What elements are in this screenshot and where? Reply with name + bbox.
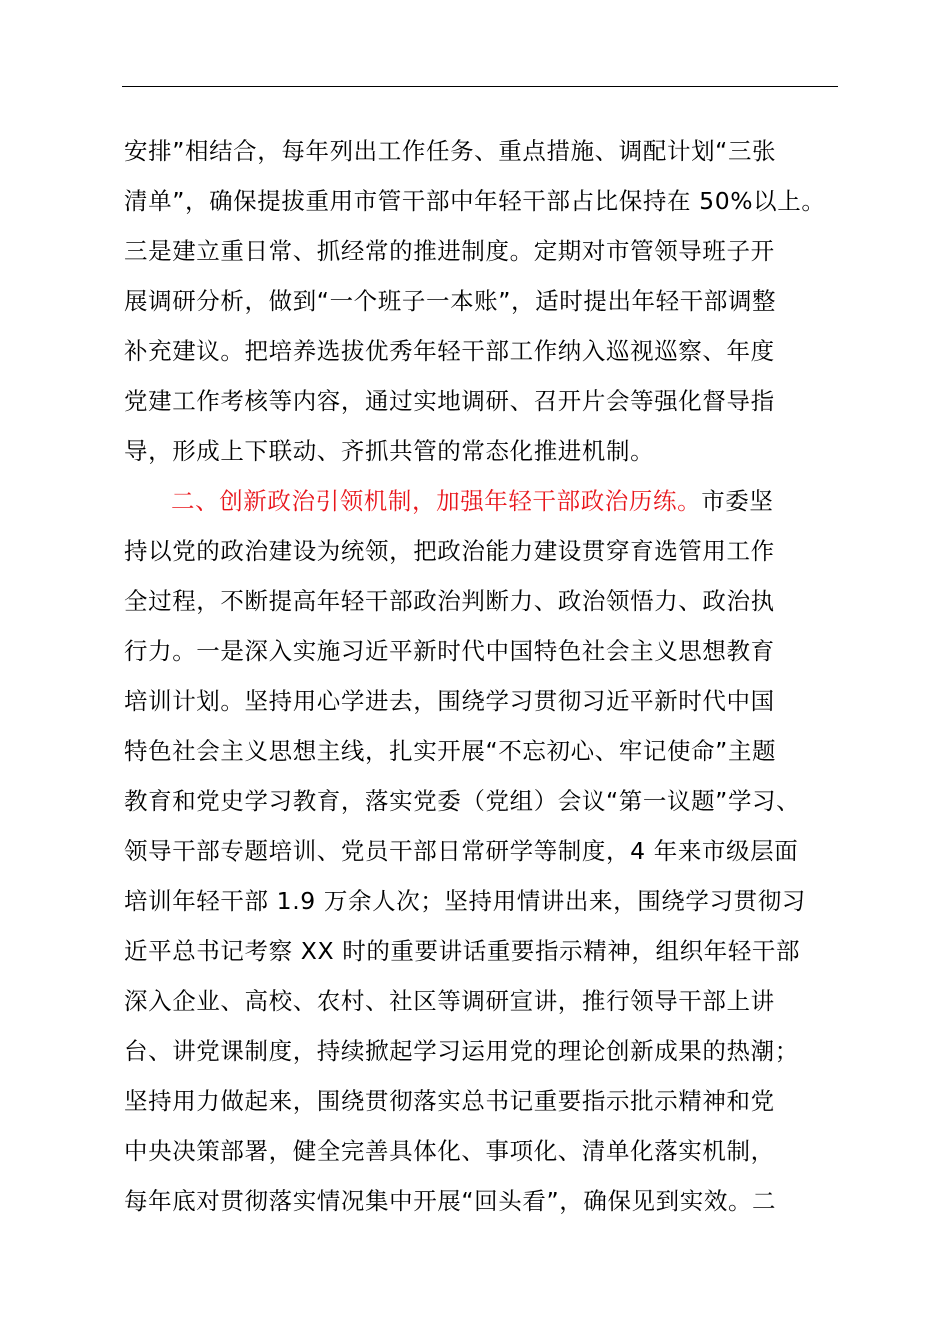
body-line: 全过程，不断提高年轻干部政治判断力、政治领悟力、政治执 bbox=[124, 587, 775, 615]
body-line: 坚持用力做起来，围绕贯彻落实总书记重要指示批示精神和党 bbox=[124, 1087, 775, 1115]
body-line: 补充建议。把培养选拔优秀年轻干部工作纳入巡视巡察、年度 bbox=[124, 337, 775, 365]
body-line: 每年底对贯彻落实情况集中开展“回头看”，确保见到实效。二 bbox=[124, 1187, 777, 1215]
section-first-line bbox=[124, 476, 864, 526]
body-line: 展调研分析，做到“一个班子一本账”，适时提出年轻干部调整 bbox=[124, 287, 777, 315]
body-line: 培训计划。坚持用心学进去，围绕学习贯彻习近平新时代中国 bbox=[124, 687, 775, 715]
body-line: 党建工作考核等内容，通过实地调研、召开片会等强化督导指 bbox=[124, 387, 775, 415]
section-first-line-rest: 市委坚 bbox=[701, 487, 774, 515]
body-line: 行力。一是深入实施习近平新时代中国特色社会主义思想教育 bbox=[124, 637, 775, 665]
document-body bbox=[124, 126, 864, 1226]
body-line: 三是建立重日常、抓经常的推进制度。定期对市管领导班子开 bbox=[124, 237, 775, 265]
body-line: 教育和党史学习教育，落实党委（党组）会议“第一议题”学习、 bbox=[124, 787, 801, 815]
header-rule bbox=[122, 86, 838, 87]
body-line: 特色社会主义思想主线，扎实开展“不忘初心、牢记使命”主题 bbox=[124, 737, 777, 765]
body-line: 近平总书记考察 XX 时的重要讲话重要指示精神，组织年轻干部 bbox=[124, 937, 801, 965]
body-line: 培训年轻干部 1.9 万余人次；坚持用情讲出来，围绕学习贯彻习 bbox=[124, 887, 806, 915]
section-heading: 二、创新政治引领机制，加强年轻干部政治历练。 bbox=[171, 487, 702, 515]
body-line: 持以党的政治建设为统领，把政治能力建设贯穿育选管用工作 bbox=[124, 537, 775, 565]
body-line: 导，形成上下联动、齐抓共管的常态化推进机制。 bbox=[124, 437, 655, 465]
body-line: 安排”相结合，每年列出工作任务、重点措施、调配计划“三张 bbox=[124, 137, 777, 165]
body-line: 台、讲党课制度，持续掀起学习运用党的理论创新成果的热潮； bbox=[124, 1037, 799, 1065]
body-line: 中央决策部署，健全完善具体化、事项化、清单化落实机制， bbox=[124, 1137, 775, 1165]
body-line: 领导干部专题培训、党员干部日常研学等制度，4 年来市级层面 bbox=[124, 837, 799, 865]
body-line: 清单”，确保提拔重用市管干部中年轻干部占比保持在 50%以上。 bbox=[124, 187, 826, 215]
body-line: 深入企业、高校、农村、社区等调研宣讲，推行领导干部上讲 bbox=[124, 987, 775, 1015]
